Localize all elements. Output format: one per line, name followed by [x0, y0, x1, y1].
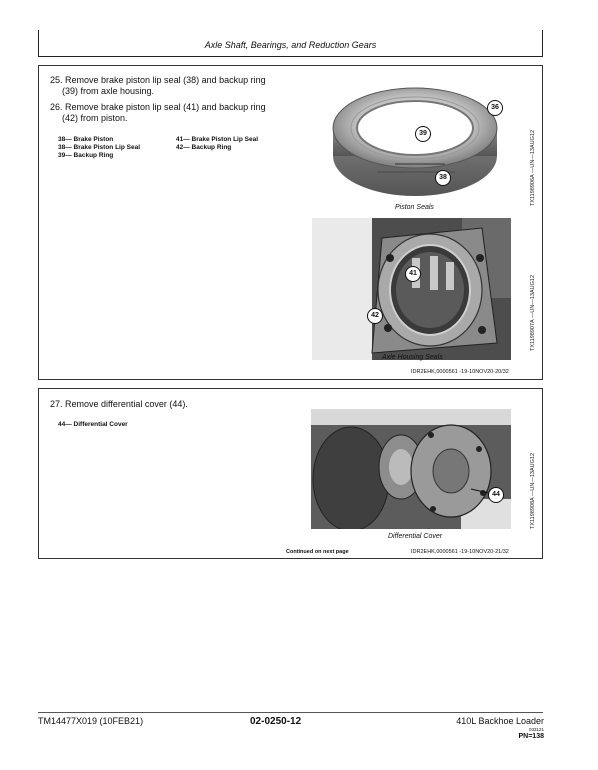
header-bottom-rule [38, 56, 543, 57]
axle-housing-seals-photo [312, 218, 511, 360]
step-27: 27. Remove differential cover (44). [50, 399, 188, 409]
image-code: TX1198907A —UN—13AUG12 [530, 274, 536, 351]
step-25-line1: 25. Remove brake piston lip seal (38) and backup ring [50, 75, 266, 85]
revision-code: 033121 [528, 727, 544, 732]
page-number: 02-0250-12 [250, 716, 302, 727]
callout-42: 42 [367, 308, 383, 324]
legend-right [176, 136, 258, 152]
legend-item: 42— Backup Ring [176, 144, 232, 151]
step-25 [50, 75, 266, 97]
callout-39: 39 [415, 126, 431, 142]
image-code: TX1198908A —UN—13AUG12 [530, 452, 536, 529]
photo-caption: Differential Cover [388, 533, 443, 540]
procedure-section-step-27 [38, 388, 543, 559]
page-title: Axle Shaft, Bearings, and Reduction Gears [204, 40, 377, 50]
footer-rule [38, 712, 543, 713]
piston-seals-photo [315, 74, 511, 214]
continued-note: Continued on next page [286, 549, 349, 555]
step-26 [50, 102, 266, 124]
document-id: IDR2EHK,0000561 -19-10NOV20-21/32 [411, 549, 509, 555]
differential-cover-photo [311, 409, 511, 529]
callout-38: 38 [435, 170, 451, 186]
step-25-line2: (39) from axle housing. [62, 86, 155, 96]
legend-item: 41— Brake Piston Lip Seal [176, 136, 259, 143]
callout-41: 41 [405, 266, 421, 282]
legend-left [58, 136, 140, 160]
image-code: TX1198906A —UN—13AUG12 [530, 129, 536, 206]
legend [58, 421, 128, 429]
pn-number: PN=138 [518, 733, 544, 740]
procedure-section-steps-25-26 [38, 65, 543, 380]
callout-44: 44 [488, 487, 504, 503]
step-26-line1: 26. Remove brake piston lip seal (41) and backup ring [50, 102, 266, 112]
callout-36: 36 [487, 100, 503, 116]
legend-item: 44— Differential Cover [58, 421, 128, 428]
manual-number: TM14477X019 (10FEB21) [38, 716, 144, 726]
legend-item: 38— Brake Piston [58, 136, 114, 143]
legend-item: 38— Brake Piston Lip Seal [58, 144, 141, 151]
legend-item: 39— Backup Ring [58, 152, 114, 159]
document-id: IDR2EHK,0000561 -19-10NOV20-20/32 [411, 369, 509, 375]
photo-caption: Piston Seals [395, 204, 434, 211]
photo-caption: Axle Housing Seals [382, 354, 443, 361]
machine-name: 410L Backhoe Loader [456, 716, 544, 726]
step-26-line2: (42) from piston. [62, 113, 128, 123]
